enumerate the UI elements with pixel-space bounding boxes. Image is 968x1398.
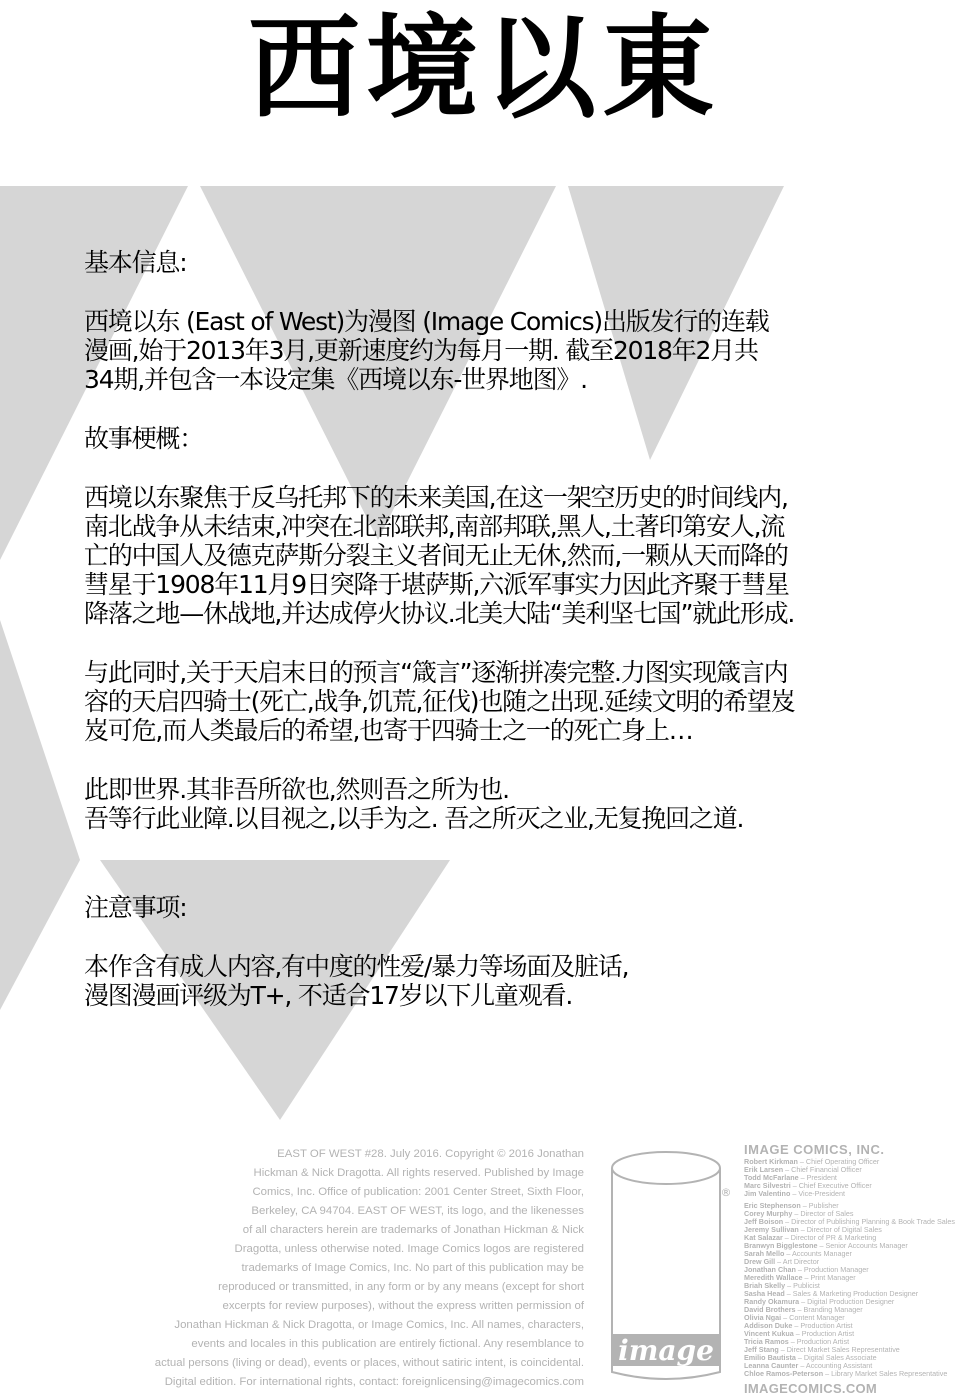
info-line: 漫画,始于2013年3月,更新速度约为每月一期. 截至2018年2月共 [84, 336, 758, 365]
notes-heading: 注意事项: [84, 893, 187, 922]
info-line: 34期,并包含一本设定集《西境以东-世界地图》. [84, 365, 587, 394]
logo-wordmark: image [618, 1334, 714, 1367]
story-line: 吾等行此业障.以目视之,以手为之. 吾之所灭之业,无复挽回之道. [84, 804, 744, 833]
legal-line: Dragotta, unless otherwise noted. Image Comics logos are registered [234, 1243, 584, 1255]
credit-entry: Kat Salazar – Director of PR & Marketing [744, 1233, 877, 1242]
legal-notice [118, 1145, 584, 1392]
credit-entry: Leanna Caunter – Accounting Assistant [744, 1361, 873, 1370]
legal-line: excerpts for review purposes), without the express written permission of [222, 1300, 584, 1312]
notes-line: 本作含有成人内容,有中度的性爱/暴力等场面及脏话, [84, 952, 629, 981]
story-line: 彗星于1908年11月9日突降于堪萨斯,六派军事实力因此齐聚于彗星 [84, 570, 789, 599]
image-comics-logo [608, 1146, 732, 1382]
credit-entry: Branwyn Bigglestone – Senior Accounts Manager [744, 1241, 908, 1250]
credit-entry: Addison Duke – Production Artist [744, 1321, 853, 1330]
credit-entry: Drew Gill – Art Director [744, 1257, 820, 1266]
legal-line: EAST OF WEST #28. July 2016. Copyright © 2016 Jonathan [277, 1148, 584, 1160]
credit-entry: Randy Okamura – Digital Production Designer [744, 1297, 895, 1306]
credit-entry: Robert Kirkman – Chief Operating Officer [744, 1157, 880, 1166]
credit-entry: Sasha Head – Sales & Marketing Production Designer [744, 1289, 919, 1298]
credit-entry: David Brothers – Branding Manager [744, 1305, 863, 1314]
main-content [84, 248, 944, 1010]
story-line: 此即世界.其非吾所欲也,然则吾之所为也. [84, 775, 509, 804]
credit-entry: Jim Valentino – Vice-President [744, 1189, 845, 1198]
credit-entry: Jeff Boison – Director of Publishing Planning & Book Trade Sales [744, 1217, 955, 1226]
story-line: 降落之地—休战地,并达成停火协议.北美大陆“美利坚七国”就此形成. [84, 599, 795, 628]
triangle-lower-left [0, 620, 80, 1010]
story-line: 与此同时,关于天启末日的预言“箴言”逐渐拼凑完整.力图实现箴言内 [84, 658, 788, 687]
legal-line: Comics, Inc. Office of publication: 2001 Center Street, Sixth Floor, [252, 1186, 584, 1198]
legal-line: Hickman & Nick Dragotta. All rights reserved. Published by Image [253, 1167, 584, 1179]
registered-mark: ® [720, 1186, 732, 1199]
legal-line: Berkeley, CA 94704. EAST OF WEST, its logo, and the likenesses [251, 1205, 584, 1217]
legal-line: actual persons (living or dead), events or places, without satiric intent, is coincidental. [154, 1357, 584, 1369]
credit-entry: Corey Murphy – Director of Sales [744, 1209, 854, 1218]
credit-entry: Marc Silvestri – Chief Executive Officer [744, 1181, 872, 1190]
legal-line: of all characters herein are trademarks of Jonathan Hickman & Nick [242, 1224, 584, 1236]
story-line: 亡的中国人及德克萨斯分裂主义者间无止无休,然而,一颗从天而降的 [84, 541, 788, 570]
story-line: 西境以东聚焦于反乌托邦下的未来美国,在这一架空历史的时间线内, [84, 483, 788, 512]
story-heading: 故事梗概： [84, 424, 204, 453]
notes-line: 漫图漫画评级为T+, 不适合17岁以下儿童观看. [84, 981, 573, 1010]
credit-entry: Jeff Stang – Direct Market Sales Representative [744, 1345, 900, 1354]
info-heading: 基本信息: [84, 248, 187, 277]
credit-entry: Eric Stephenson – Publisher [744, 1201, 839, 1210]
credit-entry: Tricia Ramos – Production Artist [744, 1337, 850, 1346]
credit-entry: Briah Skelly – Publicist [744, 1281, 820, 1290]
publisher-website[interactable]: IMAGECOMICS.COM [744, 1381, 878, 1396]
credit-entry: Olivia Ngai – Content Manager [744, 1313, 845, 1322]
legal-line: Digital edition. For international rights, contact: foreignlicensing@imagecomics.com [164, 1376, 584, 1388]
story-line: 容的天启四骑士(死亡,战争,饥荒,征伐)也随之出现.延续文明的希望岌 [84, 687, 795, 716]
legal-line: Jonathan Hickman & Nick Dragotta, or Image Comics, Inc. All names, characters, [174, 1319, 584, 1331]
story-line: 岌可危,而人类最后的希望,也寄于四骑士之一的死亡身上… [84, 716, 693, 745]
info-line: 西境以东 (East of West)为漫图 (Image Comics)出版发行的连载 [84, 307, 769, 336]
credit-entry: Emilio Bautista – Digital Sales Associate [744, 1353, 877, 1362]
credit-entry: Sarah Mello – Accounts Manager [744, 1249, 852, 1258]
credit-entry: Chloe Ramos-Peterson – Library Market Sales Representative [744, 1369, 948, 1378]
publisher-credits [744, 1142, 966, 1398]
page-title: 西境以東 [248, 3, 720, 134]
legal-line: trademarks of Image Comics, Inc. No part of this publication may be [241, 1262, 584, 1274]
credit-entry: Erik Larsen – Chief Financial Officer [744, 1165, 862, 1174]
legal-line: events and locales in this publication are entirely fictional. Any resemblance to [191, 1338, 584, 1350]
publisher-name: IMAGE COMICS, INC. [744, 1142, 885, 1157]
credit-entry: Meredith Wallace – Print Manager [744, 1273, 856, 1282]
story-line: 南北战争从未结束,冲突在北部联邦,南部邦联,黑人,土著印第安人,流 [84, 512, 785, 541]
credit-entry: Jonathan Chan – Production Manager [744, 1265, 869, 1274]
credit-entry: Jeremy Sullivan – Director of Digital Sales [744, 1225, 882, 1234]
credit-entry: Todd McFarlane – President [744, 1173, 837, 1182]
legal-line: reproduced or transmitted, in any form or by any means (except for short [218, 1281, 584, 1293]
credit-entry: Vincent Kukua – Production Artist [744, 1329, 855, 1338]
